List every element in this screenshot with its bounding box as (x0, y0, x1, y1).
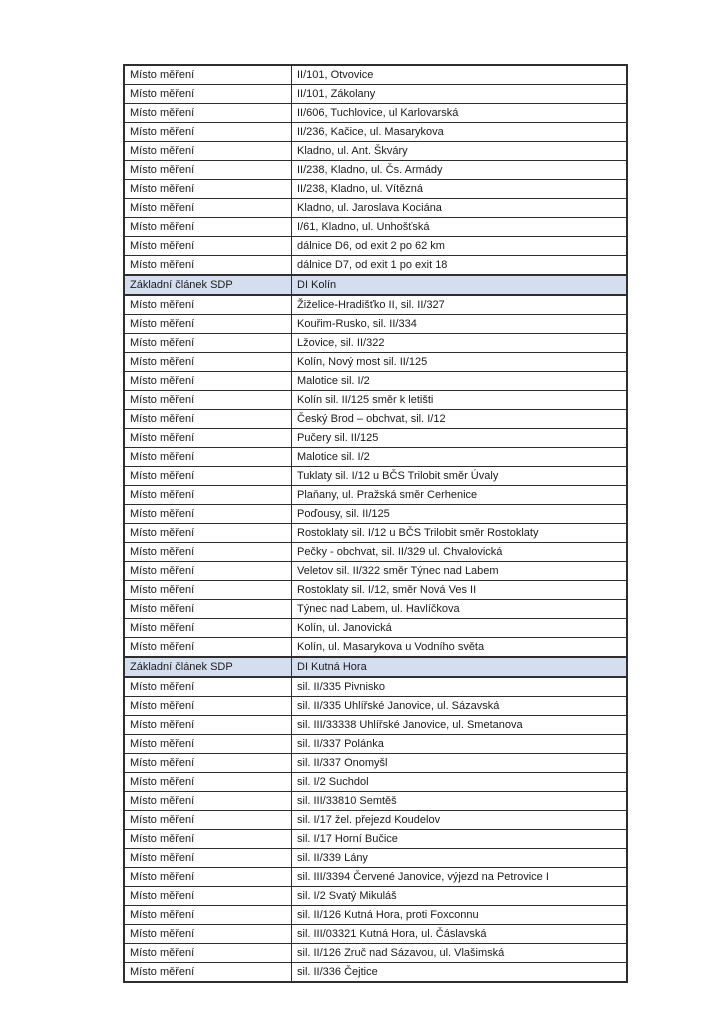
row-value: sil. II/336 Čejtice (292, 963, 628, 983)
row-label: Místo měření (124, 104, 292, 123)
row-value: II/101, Otvovice (292, 65, 628, 85)
table-row (124, 104, 627, 123)
row-label: Místo měření (124, 830, 292, 849)
row-label: Místo měření (124, 448, 292, 467)
row-value: sil. I/2 Suchdol (292, 773, 628, 792)
row-value: sil. II/337 Polánka (292, 735, 628, 754)
row-label: Místo měření (124, 925, 292, 944)
table-row (124, 295, 627, 315)
row-value: Kouřim-Rusko, sil. II/334 (292, 315, 628, 334)
row-label: Místo měření (124, 218, 292, 237)
table-row (124, 735, 627, 754)
table-row (124, 619, 627, 638)
table-row (124, 256, 627, 276)
row-value: Kolín, Nový most sil. II/125 (292, 353, 628, 372)
row-value: Český Brod – obchvat, sil. I/12 (292, 410, 628, 429)
row-label: Místo měření (124, 486, 292, 505)
table-row (124, 218, 627, 237)
row-label: Místo měření (124, 123, 292, 142)
row-value: DI Kolín (292, 275, 628, 295)
row-label: Místo měření (124, 773, 292, 792)
row-label: Místo měření (124, 85, 292, 104)
table-row (124, 600, 627, 619)
row-value: II/101, Zákolany (292, 85, 628, 104)
row-value: Rostoklaty sil. I/12, směr Nová Ves II (292, 581, 628, 600)
table-row (124, 372, 627, 391)
row-label: Místo měření (124, 142, 292, 161)
row-value: sil. III/3394 Červené Janovice, výjezd na Petrovice I (292, 868, 628, 887)
row-value: Malotice sil. I/2 (292, 448, 628, 467)
row-value: Tuklaty sil. I/12 u BČS Trilobit směr Úvaly (292, 467, 628, 486)
row-label: Základní článek SDP (124, 275, 292, 295)
table-row (124, 944, 627, 963)
row-label: Místo měření (124, 199, 292, 218)
row-label: Místo měření (124, 963, 292, 983)
row-label: Místo měření (124, 429, 292, 448)
row-value: sil. I/17 žel. přejezd Koudelov (292, 811, 628, 830)
row-label: Místo měření (124, 315, 292, 334)
table-row (124, 754, 627, 773)
row-label: Místo měření (124, 868, 292, 887)
row-value: sil. II/126 Zruč nad Sázavou, ul. Vlašimská (292, 944, 628, 963)
row-value: sil. II/337 Onomyšl (292, 754, 628, 773)
row-value: sil. III/33338 Uhlířské Janovice, ul. Smetanova (292, 716, 628, 735)
row-value: sil. III/03321 Kutná Hora, ul. Čáslavská (292, 925, 628, 944)
table-row (124, 562, 627, 581)
table-row (124, 486, 627, 505)
row-value: Pečky - obchvat, sil. II/329 ul. Chvalovická (292, 543, 628, 562)
row-value: sil. I/2 Svatý Mikuláš (292, 887, 628, 906)
table-row (124, 85, 627, 104)
row-label: Místo měření (124, 543, 292, 562)
row-label: Místo měření (124, 237, 292, 256)
table-row (124, 391, 627, 410)
row-value: sil. I/17 Horní Bučice (292, 830, 628, 849)
row-value: sil. II/335 Uhlířské Janovice, ul. Sázavská (292, 697, 628, 716)
row-value: II/606, Tuchlovice, ul Karlovarská (292, 104, 628, 123)
row-label: Místo měření (124, 811, 292, 830)
row-label: Místo měření (124, 581, 292, 600)
table-row (124, 315, 627, 334)
row-value: Kladno, ul. Ant. Škváry (292, 142, 628, 161)
table-row (124, 792, 627, 811)
table-row (124, 906, 627, 925)
row-value: Žiželice-Hradišťko II, sil. II/327 (292, 295, 628, 315)
row-value: dálnice D6, od exit 2 po 62 km (292, 237, 628, 256)
row-label: Místo měření (124, 887, 292, 906)
row-value: sil. III/33810 Semtěš (292, 792, 628, 811)
table-row (124, 697, 627, 716)
table-row (124, 849, 627, 868)
row-label: Místo měření (124, 792, 292, 811)
row-label: Místo měření (124, 353, 292, 372)
row-value: Lžovice, sil. II/322 (292, 334, 628, 353)
row-label: Místo měření (124, 410, 292, 429)
table-row (124, 811, 627, 830)
table-row (124, 887, 627, 906)
row-label: Místo měření (124, 562, 292, 581)
table-row (124, 638, 627, 658)
row-label: Místo měření (124, 161, 292, 180)
table-row (124, 142, 627, 161)
row-value: Kolín, ul. Masarykova u Vodního světa (292, 638, 628, 658)
row-label: Místo měření (124, 600, 292, 619)
table-row (124, 677, 627, 697)
row-label: Místo měření (124, 754, 292, 773)
table-row (124, 716, 627, 735)
table-row (124, 448, 627, 467)
row-value: II/238, Kladno, ul. Vítězná (292, 180, 628, 199)
table-row (124, 161, 627, 180)
row-label: Místo měření (124, 619, 292, 638)
row-label: Místo měření (124, 391, 292, 410)
table-row (124, 65, 627, 85)
measurement-locations-table-body (124, 65, 627, 982)
table-row (124, 963, 627, 983)
row-label: Místo měření (124, 180, 292, 199)
row-label: Místo měření (124, 677, 292, 697)
row-value: Kolín, ul. Janovická (292, 619, 628, 638)
table-row (124, 524, 627, 543)
row-label: Místo měření (124, 906, 292, 925)
row-label: Místo měření (124, 505, 292, 524)
table-row (124, 199, 627, 218)
table-row (124, 467, 627, 486)
table-row (124, 123, 627, 142)
table-row (124, 543, 627, 562)
row-value: Malotice sil. I/2 (292, 372, 628, 391)
table-row (124, 505, 627, 524)
row-label: Místo měření (124, 638, 292, 658)
row-value: I/61, Kladno, ul. Unhošťská (292, 218, 628, 237)
row-label: Místo měření (124, 65, 292, 85)
row-value: sil. II/335 Pivnisko (292, 677, 628, 697)
row-label: Místo měření (124, 697, 292, 716)
row-value: DI Kutná Hora (292, 657, 628, 677)
row-value: sil. II/339 Lány (292, 849, 628, 868)
table-row (124, 180, 627, 199)
measurement-locations-table (123, 64, 628, 983)
table-row (124, 429, 627, 448)
section-header-row (124, 275, 627, 295)
row-value: Poďousy, sil. II/125 (292, 505, 628, 524)
row-label: Místo měření (124, 849, 292, 868)
row-value: Plaňany, ul. Pražská směr Cerhenice (292, 486, 628, 505)
row-value: Pučery sil. II/125 (292, 429, 628, 448)
table-row (124, 353, 627, 372)
row-label: Místo měření (124, 256, 292, 276)
row-value: II/238, Kladno, ul. Čs. Armády (292, 161, 628, 180)
row-label: Místo měření (124, 716, 292, 735)
row-value: Týnec nad Labem, ul. Havlíčkova (292, 600, 628, 619)
row-label: Místo měření (124, 524, 292, 543)
row-value: II/236, Kačice, ul. Masarykova (292, 123, 628, 142)
section-header-row (124, 657, 627, 677)
table-row (124, 868, 627, 887)
table-row (124, 925, 627, 944)
row-value: Kladno, ul. Jaroslava Kociána (292, 199, 628, 218)
row-value: Veletov sil. II/322 směr Týnec nad Labem (292, 562, 628, 581)
row-value: Rostoklaty sil. I/12 u BČS Trilobit směr Rostoklaty (292, 524, 628, 543)
row-label: Místo měření (124, 372, 292, 391)
table-row (124, 581, 627, 600)
row-label: Místo měření (124, 467, 292, 486)
row-label: Místo měření (124, 334, 292, 353)
table-row (124, 830, 627, 849)
row-label: Základní článek SDP (124, 657, 292, 677)
row-value: dálnice D7, od exit 1 po exit 18 (292, 256, 628, 276)
row-label: Místo měření (124, 295, 292, 315)
table-row (124, 334, 627, 353)
table-row (124, 410, 627, 429)
row-value: Kolín sil. II/125 směr k letišti (292, 391, 628, 410)
table-row (124, 773, 627, 792)
row-label: Místo měření (124, 735, 292, 754)
row-value: sil. II/126 Kutná Hora, proti Foxconnu (292, 906, 628, 925)
row-label: Místo měření (124, 944, 292, 963)
table-row (124, 237, 627, 256)
